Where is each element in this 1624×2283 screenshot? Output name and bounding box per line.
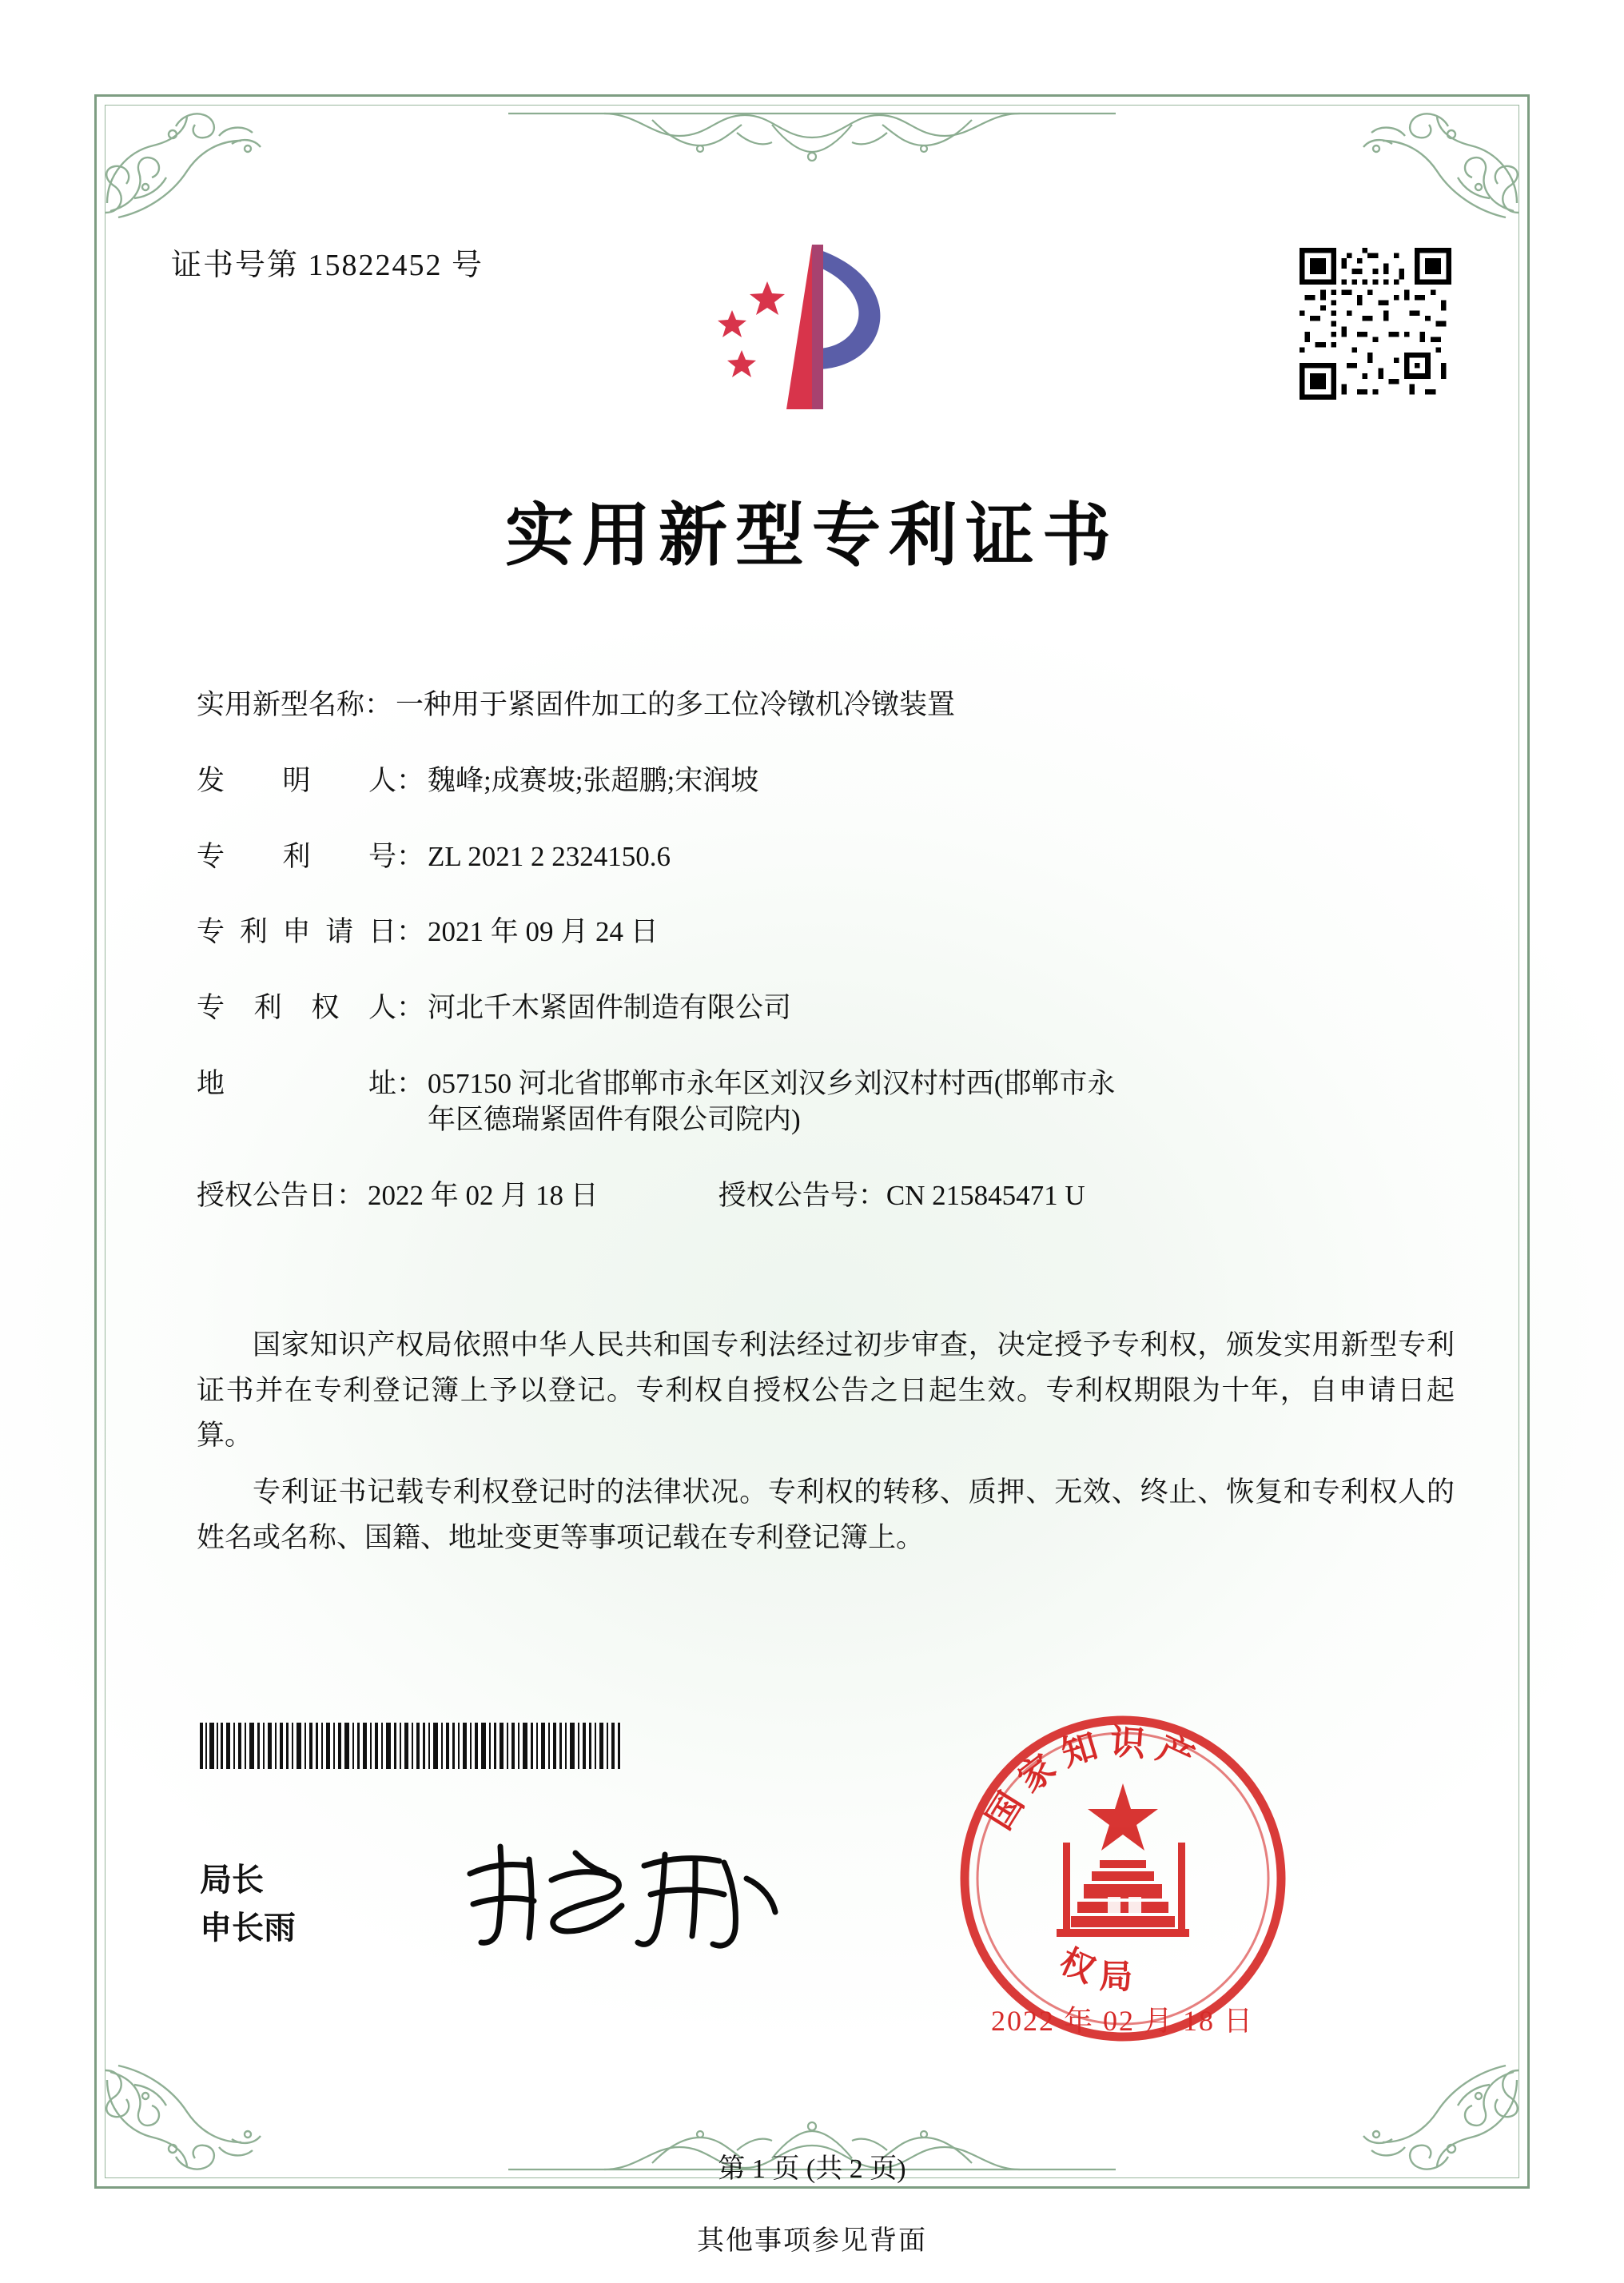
field-colon: ：: [396, 840, 425, 872]
barcode: [198, 1723, 622, 1769]
field-colon: ：: [364, 689, 393, 720]
legal-paragraph-2: 专利证书记载专利权登记时的法律状况。专利权的转移、质押、无效、终止、恢复和专利权人的姓名或名称、国籍、地址变更等事项记载在专利登记簿上。: [197, 1476, 1455, 1553]
field-address: [197, 1066, 1456, 1138]
grant-number-label: 授权公告号：: [718, 1179, 886, 1211]
director-label: 局长: [200, 1862, 264, 1898]
field-colon: ：: [396, 1067, 425, 1099]
page-title: 实用新型专利证书: [505, 497, 1119, 574]
grant-date-value: 2022 年 02 月 18 日: [368, 1179, 599, 1211]
field-inventors: [197, 763, 1456, 799]
field-value: 2021 年 09 月 24 日: [428, 916, 659, 948]
field-colon: ：: [396, 916, 425, 948]
field-patent-number: [197, 839, 1456, 875]
svg-text:权局: 权局: [1054, 1942, 1144, 1997]
director-name: 申长雨: [200, 1910, 296, 1946]
certificate-number: 证书号第 15822452 号: [171, 249, 484, 282]
field-utility-model-name: [197, 687, 1456, 723]
corner-ornament-icon: [1357, 99, 1525, 219]
top-ornament-icon: [508, 101, 1116, 177]
legal-text-block: [197, 1323, 1455, 1572]
field-label: 实用新型名称: [197, 689, 365, 720]
field-label: 专 利 号: [197, 840, 396, 872]
address-line-1: 057150 河北省邯郸市永年区刘汉乡刘汉村村西(邯郸市永: [428, 1067, 1116, 1099]
field-label: 专 利 权 人: [197, 992, 396, 1024]
legal-paragraph-1: 国家知识产权局依照中华人民共和国专利法经过初步审查，决定授予专利权，颁发实用新型专利证书并在专利登记簿上予以登记。专利权自授权公告之日起生效。专利权期限为十年，自申请日起算。: [197, 1329, 1455, 1452]
svg-text:国家知识产: 国家知识产: [979, 1722, 1208, 1837]
field-value: 魏峰;成赛坡;张超鹏;宋润坡: [428, 764, 759, 796]
field-colon: ：: [396, 992, 425, 1024]
field-colon: ：: [396, 764, 425, 796]
field-patentee: [197, 990, 1456, 1026]
field-label: 发 明 人: [197, 764, 396, 796]
field-value: [428, 1066, 1456, 1138]
field-value: 一种用于紧固件加工的多工位冷镦机冷镦装置: [396, 689, 956, 720]
field-grant-announcement: [197, 1178, 1456, 1214]
field-label: 专利申请日: [197, 916, 396, 948]
grant-number-value: CN 215845471 U: [886, 1179, 1085, 1211]
qr-code: [1300, 248, 1451, 400]
footer-note: 其他事项参见背面: [697, 2226, 927, 2256]
field-value: 河北千木紧固件制造有限公司: [428, 992, 792, 1024]
corner-ornament-icon: [99, 99, 267, 219]
director-block: [200, 1856, 296, 1952]
fields-block: [197, 687, 1456, 1247]
field-colon: ：: [336, 1179, 365, 1211]
director-signature: [456, 1831, 791, 1958]
grant-date-label: 授权公告日: [197, 1179, 337, 1211]
field-value: ZL 2021 2 2324150.6: [428, 840, 671, 872]
address-line-2: 年区德瑞紧固件有限公司院内): [428, 1103, 801, 1135]
cnipa-logo-icon: [684, 232, 940, 432]
field-application-date: [197, 914, 1456, 950]
page-number: 第 1 页 (共 2 页): [718, 2154, 906, 2184]
field-label: 地 址: [197, 1067, 396, 1099]
seal-date: 2022 年 02 月 18 日: [991, 2005, 1255, 2037]
